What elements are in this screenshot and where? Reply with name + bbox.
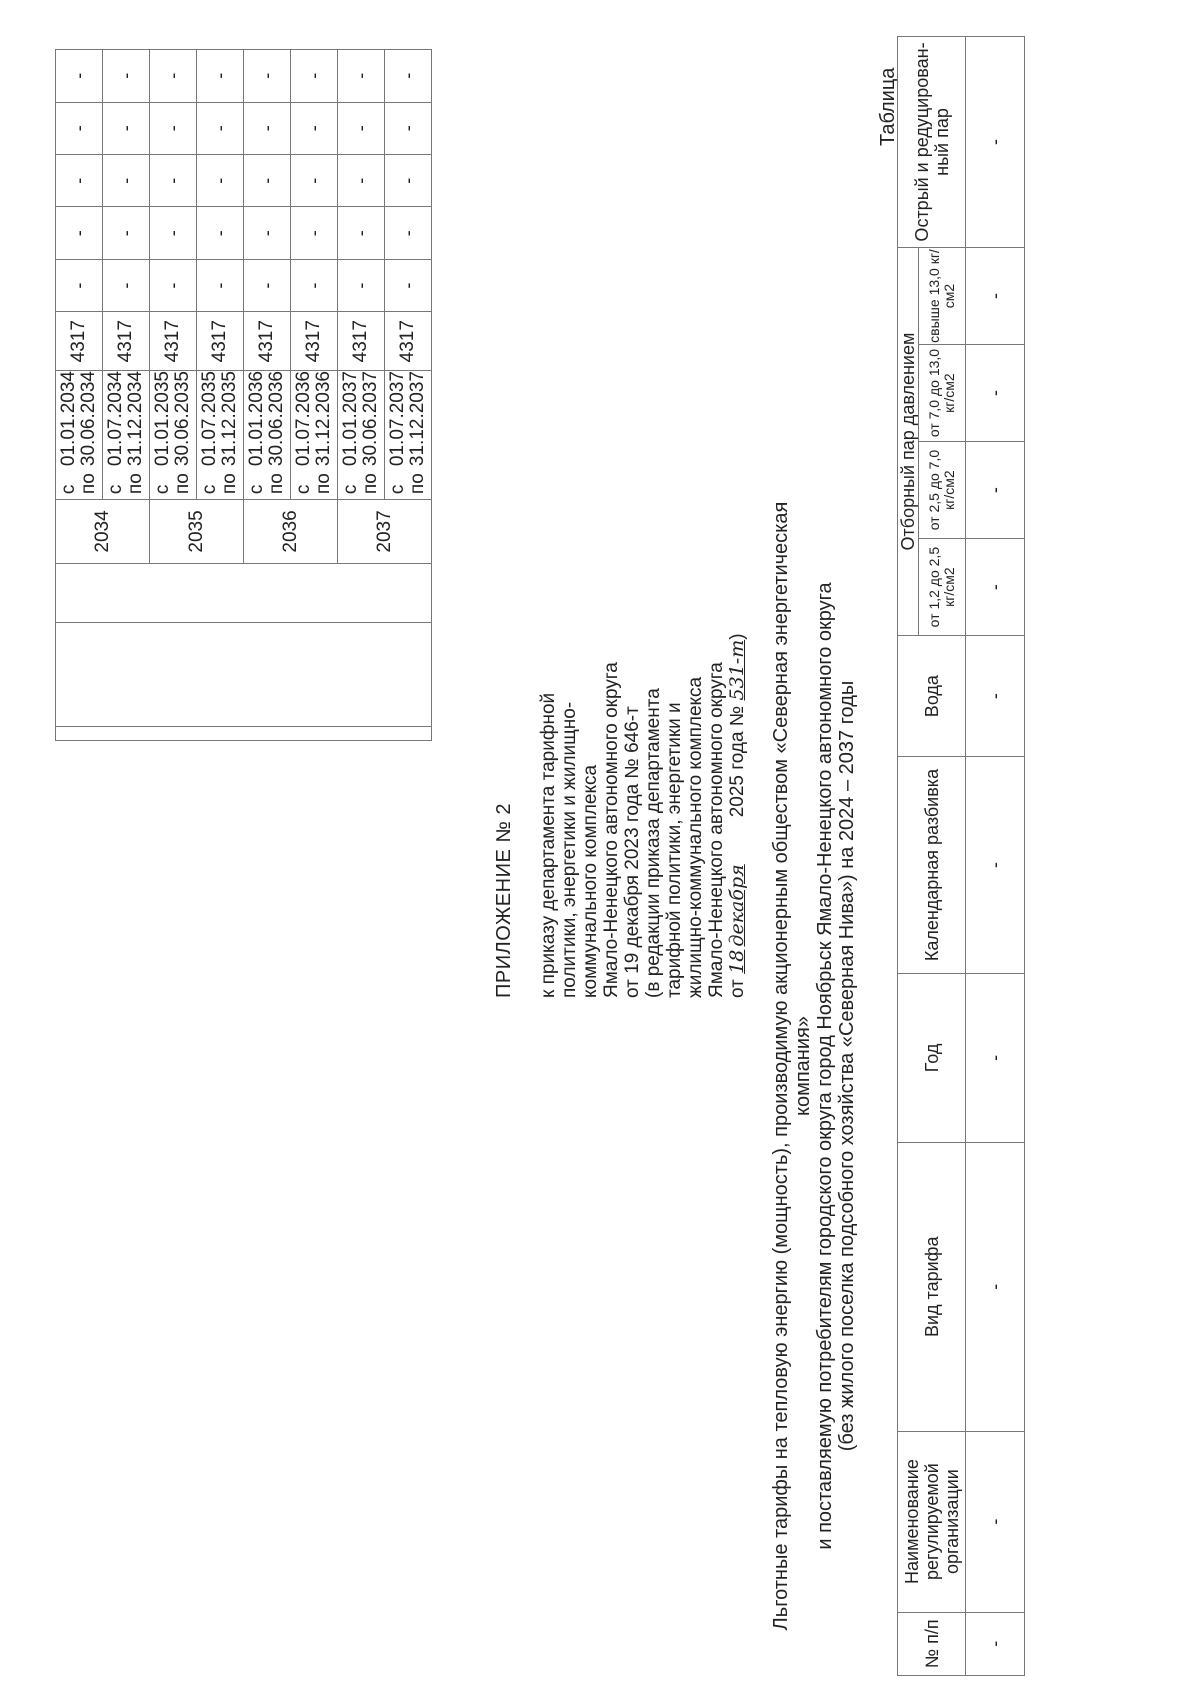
period-cell: с01.01.2034 по30.06.2034	[56, 371, 103, 500]
annex-line: от 19 декабря 2023 года № 646-т	[622, 706, 643, 998]
annex-line: Ямало-Ненецкого автономного округа	[706, 662, 727, 998]
value-cell: 4317	[385, 312, 432, 371]
subheader-pressure: от 2,5 до 7,0 кг/см2	[919, 442, 966, 539]
table-cell: -	[966, 442, 1025, 539]
dash-cell: -	[103, 155, 150, 207]
annex-line: к приказу департамента тарифной	[538, 692, 559, 998]
table-cell: -	[966, 247, 1025, 344]
period-cell: с01.07.2037 по31.12.2037	[385, 371, 432, 500]
dash-cell: -	[150, 155, 197, 207]
year-cell: 2035	[150, 500, 244, 564]
value-cell: 4317	[197, 312, 244, 371]
dash-cell: -	[385, 259, 432, 311]
year-cell: 2037	[338, 500, 432, 564]
dash-cell: -	[385, 155, 432, 207]
dash-cell: -	[244, 207, 291, 259]
table-cell: -	[966, 1431, 1025, 1612]
header-tariff: Вид тарифа	[898, 1142, 966, 1431]
dash-cell: -	[197, 155, 244, 207]
dash-cell: -	[244, 155, 291, 207]
dash-cell: -	[385, 207, 432, 259]
annex-line: политики, энергетики и жилищно-	[559, 701, 580, 998]
annex-date-line	[727, 438, 748, 998]
dash-cell: -	[150, 50, 197, 103]
period-cell: с01.01.2036 по30.06.2036	[244, 371, 291, 500]
order-number-handwritten: 531-т	[726, 639, 748, 701]
title-line: (без жилого поселка подсобного хозяйства «Северная Нива») на 2024 – 2037 годы	[836, 680, 858, 1452]
dash-cell: -	[291, 102, 338, 154]
dash-cell: -	[197, 259, 244, 311]
header-water: Вода	[898, 636, 966, 757]
dash-cell: -	[338, 50, 385, 103]
dash-cell: -	[150, 207, 197, 259]
subheader-pressure: от 7,0 до 13,0 кг/см2	[919, 345, 966, 442]
date-month-handwritten: декабря	[726, 864, 748, 947]
year-cell: 2036	[244, 500, 338, 564]
value-cell: 4317	[244, 312, 291, 371]
dash-cell: -	[291, 50, 338, 103]
date-prefix: от	[727, 979, 748, 998]
dash-cell: -	[103, 50, 150, 103]
dash-cell: -	[150, 102, 197, 154]
annex-line: Ямало-Ненецкого автономного округа	[601, 662, 622, 998]
dash-cell: -	[103, 259, 150, 311]
table-cell	[56, 623, 432, 727]
table-cell: -	[966, 345, 1025, 442]
annex-line: (в редакции приказа департамента	[643, 688, 664, 998]
dash-cell: -	[338, 102, 385, 154]
period-cell: с01.07.2036 по31.12.2036	[291, 371, 338, 500]
dash-cell: -	[103, 207, 150, 259]
annex-line: тарифной политики, энергетики и	[664, 702, 685, 998]
table-cell: -	[966, 636, 1025, 757]
value-cell: 4317	[338, 312, 385, 371]
header-num: № п/п	[898, 1612, 966, 1675]
dash-cell: -	[197, 50, 244, 103]
value-cell: 4317	[56, 312, 103, 371]
dash-cell: -	[103, 102, 150, 154]
header-year: Год	[898, 973, 966, 1142]
dash-cell: -	[244, 102, 291, 154]
dash-cell: -	[56, 259, 103, 311]
table-row	[56, 50, 103, 741]
header-calendar: Календарная разбивка	[898, 757, 966, 974]
date-suffix: )	[727, 633, 748, 640]
table-cell: -	[966, 539, 1025, 636]
annex-reference	[538, 438, 748, 998]
period-cell: с01.07.2035 по31.12.2035	[197, 371, 244, 500]
dash-cell: -	[338, 207, 385, 259]
table-cell	[56, 563, 432, 622]
dash-cell: -	[291, 155, 338, 207]
date-year-text: 2025 года №	[727, 705, 748, 818]
dash-cell: -	[291, 259, 338, 311]
value-cell: 4317	[150, 312, 197, 371]
value-cell: 4317	[291, 312, 338, 371]
document-title	[770, 466, 858, 1666]
dash-cell: -	[197, 207, 244, 259]
title-line: и поставляемую потребителям городского округа город Ноябрьск Ямало-Ненецкого автономного округа	[814, 582, 836, 1550]
dash-cell: -	[197, 102, 244, 154]
dash-cell: -	[338, 155, 385, 207]
period-cell: с01.01.2037 по30.06.2037	[338, 371, 385, 500]
dash-cell: -	[56, 102, 103, 154]
dash-cell: -	[385, 50, 432, 103]
dash-cell: -	[56, 155, 103, 207]
annex-line: коммунального комплекса	[580, 764, 601, 998]
table-cell: -	[966, 1142, 1025, 1431]
table-header-row	[898, 37, 919, 1676]
table-row	[966, 37, 1025, 1676]
table-cell: -	[966, 973, 1025, 1142]
subheader-pressure: свыше 13,0 кг/см2	[919, 247, 966, 344]
annex-title: ПРИЛОЖЕНИЕ № 2	[493, 803, 515, 998]
header-org: Наименование регулируемой организации	[898, 1431, 966, 1612]
dash-cell: -	[338, 259, 385, 311]
date-day-handwritten: 18	[726, 949, 748, 974]
header-steam: Отборный пар давлением	[898, 247, 919, 635]
table-label: Таблица	[877, 67, 899, 146]
annex-line: жилищно-коммунального комплекса	[685, 676, 706, 998]
table-cell: -	[966, 37, 1025, 248]
subheader-pressure: от 1,2 до 2,5 кг/см2	[919, 539, 966, 636]
dash-cell: -	[56, 207, 103, 259]
year-cell: 2034	[56, 500, 150, 564]
header-acute-steam: Острый и редуцирован-ный пар	[898, 37, 966, 248]
dash-cell: -	[56, 50, 103, 103]
dash-cell: -	[244, 50, 291, 103]
tariff-table	[897, 36, 1025, 1676]
table-cell: -	[966, 757, 1025, 974]
dash-cell: -	[291, 207, 338, 259]
dash-cell: -	[150, 259, 197, 311]
tariff-continuation-table	[55, 49, 432, 741]
period-cell: с01.01.2035 по30.06.2035	[150, 371, 197, 500]
dash-cell: -	[385, 102, 432, 154]
value-cell: 4317	[103, 312, 150, 371]
title-line: Льготные тарифы на тепловую энергию (мощность), производимую акционерным обществом «Северная энергетическая компания»	[770, 501, 814, 1631]
dash-cell: -	[244, 259, 291, 311]
table-cell: -	[966, 1612, 1025, 1675]
period-cell: с01.07.2034 по31.12.2034	[103, 371, 150, 500]
table-cell	[56, 727, 432, 741]
